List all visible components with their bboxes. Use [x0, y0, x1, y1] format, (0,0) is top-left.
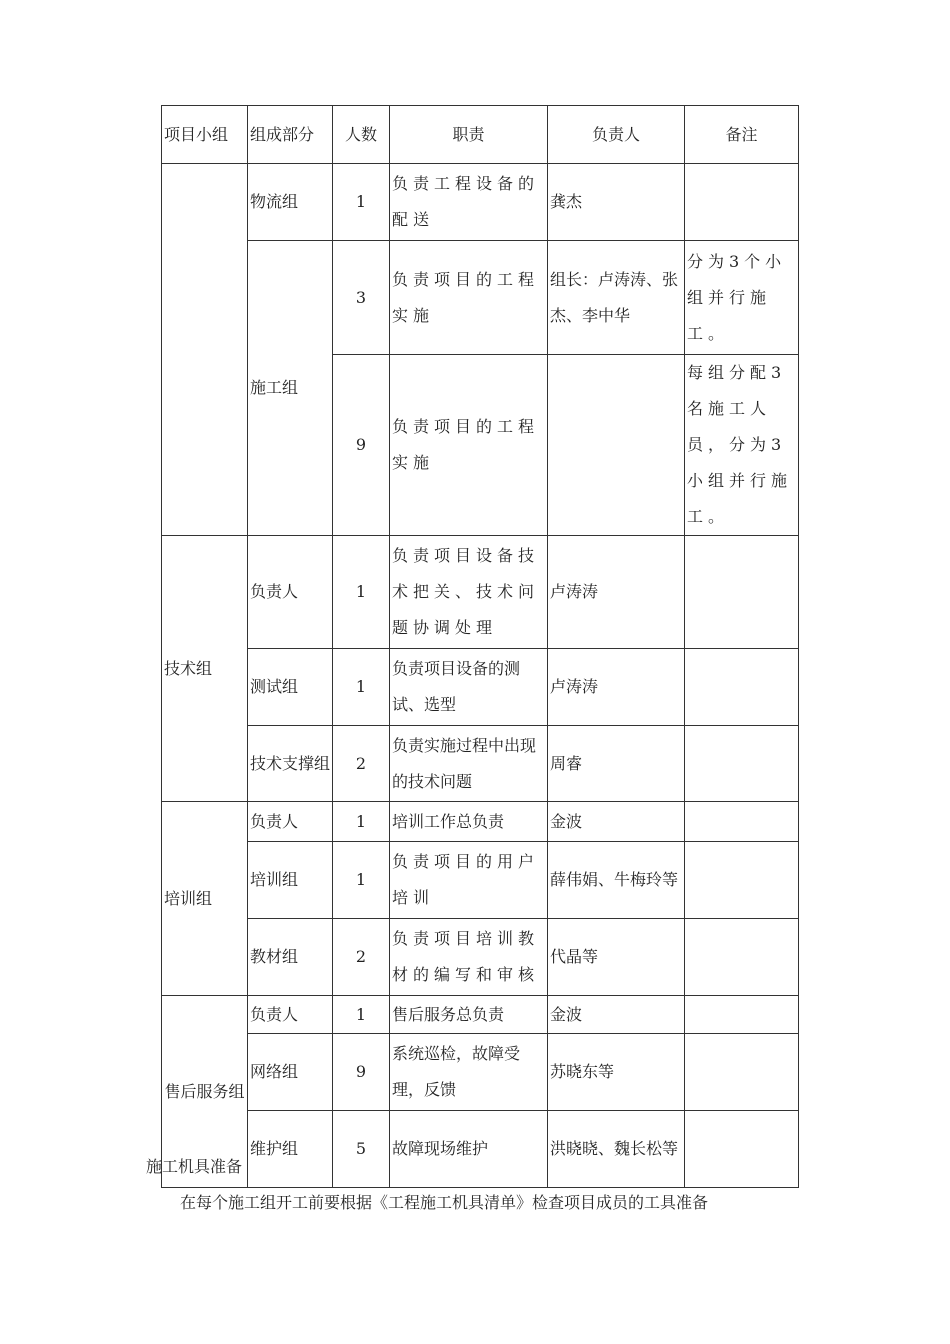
group-cell: 培训组 [162, 802, 248, 996]
note-cell [685, 536, 799, 649]
count-cell: 1 [333, 996, 390, 1034]
lead-cell: 洪晓晓、魏长松等 [548, 1111, 685, 1188]
duty-cell: 负责工程设备的配送 [390, 164, 548, 241]
table-row [162, 996, 799, 1034]
lead-cell: 卢涛涛 [548, 536, 685, 649]
lead-cell: 卢涛涛 [548, 649, 685, 726]
duty-cell: 负责项目的工程实施 [390, 355, 548, 536]
part-cell: 教材组 [248, 919, 333, 996]
header-part: 组成部分 [248, 106, 333, 164]
count-cell: 1 [333, 649, 390, 726]
table-row [162, 1111, 799, 1188]
table-row [162, 241, 799, 355]
group-cell: 技术组 [162, 536, 248, 802]
table-row [162, 649, 799, 726]
table-header-row [162, 106, 799, 164]
header-count: 人数 [333, 106, 390, 164]
lead-cell: 代晶等 [548, 919, 685, 996]
table-row [162, 1034, 799, 1111]
lead-cell: 金波 [548, 996, 685, 1034]
table-row [162, 802, 799, 842]
note-cell [685, 919, 799, 996]
count-cell: 5 [333, 1111, 390, 1188]
note-cell [685, 1034, 799, 1111]
count-cell: 1 [333, 842, 390, 919]
lead-cell: 周睿 [548, 726, 685, 802]
section-caption: 施工机具准备 [146, 1157, 243, 1176]
header-group: 项目小组 [162, 106, 248, 164]
count-cell: 1 [333, 536, 390, 649]
duty-cell: 售后服务总负责 [390, 996, 548, 1034]
table-row [162, 919, 799, 996]
note-cell [685, 842, 799, 919]
duty-cell: 负责实施过程中出现的技术问题 [390, 726, 548, 802]
lead-cell: 组长：卢涛涛、张杰、李中华 [548, 241, 685, 355]
body-paragraph: 在每个施工组开工前要根据《工程施工机具清单》检查项目成员的工具准备 [180, 1193, 709, 1212]
staffing-table [161, 105, 799, 1188]
header-note: 备注 [685, 106, 799, 164]
table-row [162, 536, 799, 649]
lead-cell: 苏晓东等 [548, 1034, 685, 1111]
note-cell [685, 996, 799, 1034]
part-cell: 负责人 [248, 802, 333, 842]
count-cell: 2 [333, 726, 390, 802]
part-cell: 技术支撑组 [248, 726, 333, 802]
note-cell: 分为3个小组并行施工。 [685, 241, 799, 355]
duty-cell: 负责项目的工程实施 [390, 241, 548, 355]
header-lead: 负责人 [548, 106, 685, 164]
table-row [162, 164, 799, 241]
note-cell [685, 726, 799, 802]
header-duty: 职责 [390, 106, 548, 164]
note-cell [685, 1111, 799, 1188]
part-cell: 负责人 [248, 996, 333, 1034]
part-cell: 物流组 [248, 164, 333, 241]
group-cell [162, 164, 248, 536]
lead-cell: 金波 [548, 802, 685, 842]
duty-cell: 负责项目的用户培训 [390, 842, 548, 919]
count-cell: 2 [333, 919, 390, 996]
count-cell: 1 [333, 164, 390, 241]
part-cell: 施工组 [248, 241, 333, 536]
note-cell [685, 164, 799, 241]
lead-cell [548, 355, 685, 536]
duty-cell: 负责项目培训教材的编写和审核 [390, 919, 548, 996]
group-cell: 售后服务组 [162, 996, 248, 1188]
part-cell: 网络组 [248, 1034, 333, 1111]
part-cell: 培训组 [248, 842, 333, 919]
table-row [162, 842, 799, 919]
part-cell: 负责人 [248, 536, 333, 649]
part-cell: 测试组 [248, 649, 333, 726]
duty-cell: 负责项目设备的测试、选型 [390, 649, 548, 726]
note-cell: 每组分配3名施工人员，分为3小组并行施工。 [685, 355, 799, 536]
count-cell: 9 [333, 355, 390, 536]
count-cell: 9 [333, 1034, 390, 1111]
count-cell: 3 [333, 241, 390, 355]
note-cell [685, 649, 799, 726]
lead-cell: 龚杰 [548, 164, 685, 241]
duty-cell: 系统巡检，故障受理，反馈 [390, 1034, 548, 1111]
note-cell [685, 802, 799, 842]
part-cell: 维护组 [248, 1111, 333, 1188]
duty-cell: 培训工作总负责 [390, 802, 548, 842]
duty-cell: 负责项目设备技术把关、技术问题协调处理 [390, 536, 548, 649]
duty-cell: 故障现场维护 [390, 1111, 548, 1188]
count-cell: 1 [333, 802, 390, 842]
lead-cell: 薛伟娟、牛梅玲等 [548, 842, 685, 919]
table-row [162, 726, 799, 802]
